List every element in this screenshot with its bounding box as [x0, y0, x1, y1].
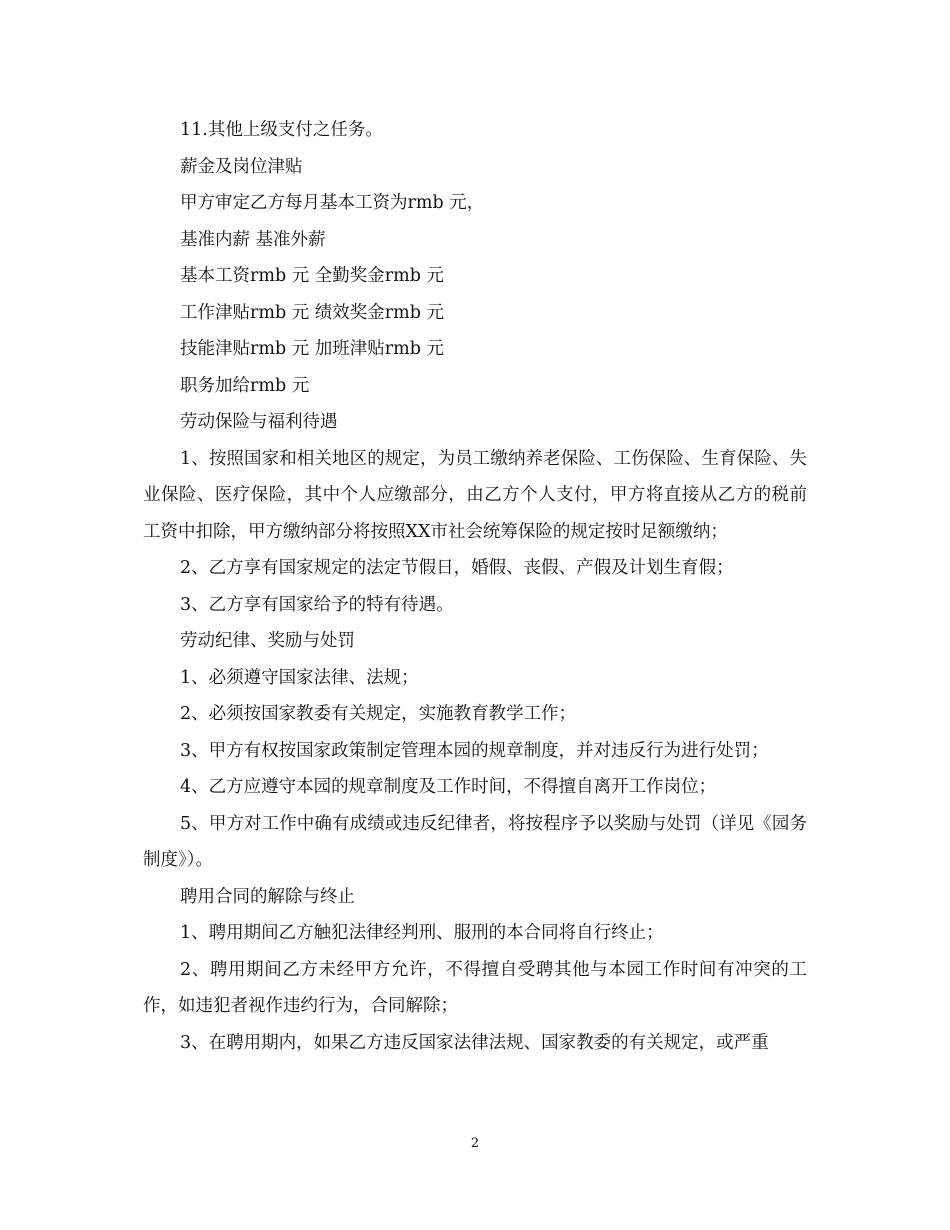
text-line: 1、必须遵守国家法律、法规；: [180, 667, 419, 688]
section-heading-discipline: 劳动纪律、奖励与处罚: [180, 631, 355, 651]
text-line: 职务加给rmb 元: [180, 375, 310, 396]
text-line: 技能津贴rmb 元 加班津贴rmb 元: [180, 339, 445, 359]
text-line: 1、聘用期间乙方触犯法律经判刑、服刑的本合同将自行终止；: [180, 923, 664, 943]
text-line: 2、必须按国家教委有关规定，实施教育教学工作；: [180, 704, 577, 724]
paragraph: 2、聘用期间乙方未经甲方允许，不得擅自受聘其他与本园工作时间有冲突的工作，如违犯者视作违约行为，合同解除；: [143, 959, 807, 1016]
text-line: 11.其他上级支付之任务。: [180, 120, 383, 140]
section-heading-salary: 薪金及岗位津贴: [180, 156, 303, 177]
section-heading-insurance: 劳动保险与福利待遇: [180, 412, 338, 432]
paragraph: 1、按照国家和相关地区的规定，为员工缴纳养老保险、工伤保险、生育保险、失业保险、医疗保险，其中个人应缴部分，由乙方个人支付，甲方将直接从乙方的税前工资中扣除，甲方缴纳部分将按照XX市社会统筹保险的规定按时足额缴纳；: [143, 448, 807, 542]
text-line: 4、乙方应遵守本园的规章制度及工作时间，不得擅自离开工作岗位；: [180, 777, 717, 797]
text-line: 3、甲方有权按国家政策制定管理本园的规章制度，并对违反行为进行处罚；: [180, 740, 769, 761]
text-line: 3、乙方享有国家给予的特有待遇。: [180, 594, 454, 615]
text-line: 基本工资rmb 元 全勤奖金rmb 元: [180, 266, 445, 286]
page-number: 2: [470, 1136, 480, 1151]
text-line: 基准内薪 基准外薪: [180, 229, 326, 250]
text-line: 工作津贴rmb 元 绩效奖金rmb 元: [180, 302, 445, 323]
paragraph: 5、甲方对工作中确有成绩或违反纪律者，将按程序予以奖励与处罚（详见《园务制度》）。: [143, 813, 807, 870]
section-heading-termination: 聘用合同的解除与终止: [180, 886, 355, 907]
document-body: [143, 112, 807, 1061]
text-line: 2、乙方享有国家规定的法定节假日，婚假、丧假、产假及计划生育假；: [180, 558, 734, 578]
text-line: 3、在聘用期内，如果乙方违反国家法律法规、国家教委的有关规定，或严重: [180, 1032, 769, 1053]
text-line: 甲方审定乙方每月基本工资为rmb 元，: [180, 193, 485, 213]
